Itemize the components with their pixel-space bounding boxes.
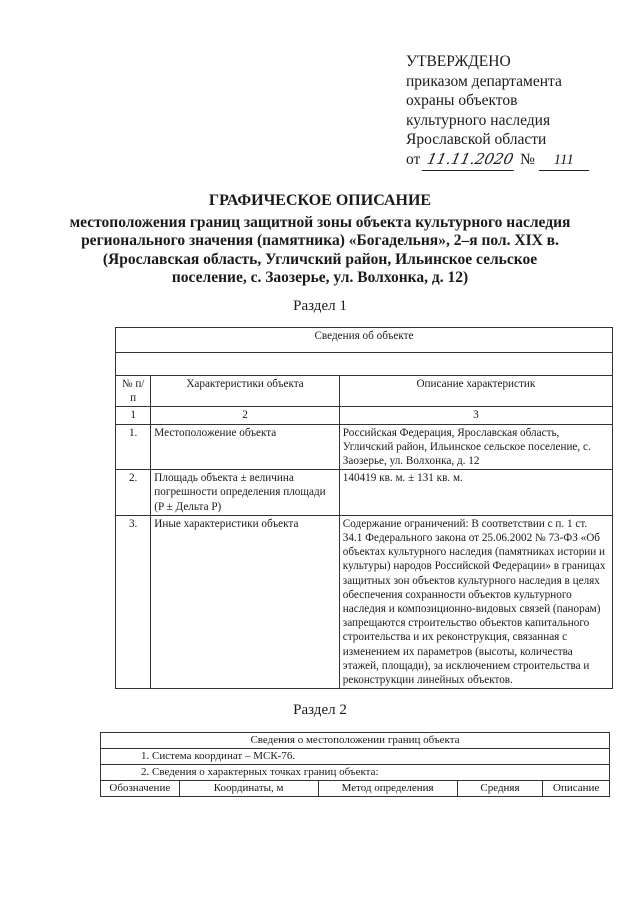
approval-line-5: Ярославской области <box>406 131 547 148</box>
col-header-coordinates: Координаты, м <box>179 781 318 797</box>
table-title: Сведения о местоположении границ объекта <box>101 733 610 749</box>
boundary-info-table <box>100 732 610 797</box>
date-prefix: от <box>406 150 421 168</box>
approval-heading: УТВЕРЖДЕНО <box>406 53 511 70</box>
col-header-designation: Обозначение <box>101 781 180 797</box>
table-row <box>116 515 613 688</box>
title-line-2: местоположения границ защитной зоны объекта культурного наследия <box>69 213 571 231</box>
approval-line-4: культурного наследия <box>406 111 551 129</box>
object-info-table <box>115 327 613 689</box>
row-num: 1. <box>116 424 151 470</box>
row-name: Иные характеристики объекта <box>151 515 340 688</box>
col-header-average: Средняя <box>457 781 543 797</box>
col-number-2: 2 <box>151 407 340 424</box>
approval-line-2: приказом департамента <box>406 72 562 90</box>
col-header-num: № п/п <box>116 376 151 407</box>
row-name: Площадь объекта ± величина погрешности определения площади (P ± Дельта P) <box>151 470 340 516</box>
row-desc: Российская Федерация, Ярославская область, Угличский район, Ильинское сельское поселение, с. Заозерье, ул. Волхонка, д. 12 <box>339 424 612 470</box>
row-num: 3. <box>116 515 151 688</box>
table-row <box>116 470 613 516</box>
col-header-characteristics: Характеристики объекта <box>151 376 340 407</box>
row-num: 2. <box>116 470 151 516</box>
title-line-5: поселение, с. Заозерье, ул. Волхонка, д. 12) <box>171 269 469 286</box>
row-desc: Содержание ограничений: В соответствии с п. 1 ст. 34.1 Федерального закона от 25.06.2002 № 73-ФЗ «Об объектах культурного наследия (памятниках истории и культуры) народов Российской Федерации» в границах защитных зон объектов культурного наследия в целях обеспечения сохранности объектов культурного наследия и композиционно-видовых связей (панорам) запрещаются строительство объектов капитального строительства и их реконструкция, связанная с изменением их параметров (высоты, количества этажей, площади), за исключением строительства и реконструкции линейных объектов. <box>339 515 612 688</box>
col-number-3: 3 <box>339 407 612 424</box>
title-line-4: (Ярославская область, Угличский район, Ильинское сельское <box>102 250 538 268</box>
coordinate-system: 1. Система координат – МСК-76. <box>101 749 610 765</box>
blank-row <box>116 353 613 376</box>
col-header-method: Метод определения <box>318 781 457 797</box>
boundary-points-info: 2. Сведения о характерных точках границ объекта: <box>101 765 610 781</box>
section-1-label: Раздел 1 <box>293 298 347 314</box>
col-header-description: Описание характеристик <box>339 376 612 407</box>
approval-line-3: охраны объектов <box>406 92 518 109</box>
document-title <box>20 192 620 288</box>
col-number-1: 1 <box>116 407 151 424</box>
section-2-label: Раздел 2 <box>293 702 347 718</box>
row-desc: 140419 кв. м. ± 131 кв. м. <box>339 470 612 516</box>
approval-date-line <box>406 150 626 172</box>
table-title: Сведения об объекте <box>116 328 613 353</box>
approval-block <box>406 52 626 171</box>
number-prefix: № <box>520 150 535 168</box>
col-header-description: Описание <box>543 781 610 797</box>
row-name: Местоположение объекта <box>151 424 340 470</box>
title-line-3: регионального значения (памятника) «Богадельня», 2–я пол. XIX в. <box>81 232 559 249</box>
handwritten-number: 111 <box>539 151 589 172</box>
handwritten-date: 11.11.2020 <box>422 150 518 171</box>
title-heading: ГРАФИЧЕСКОЕ ОПИСАНИЕ <box>208 192 432 209</box>
table-row <box>116 424 613 470</box>
